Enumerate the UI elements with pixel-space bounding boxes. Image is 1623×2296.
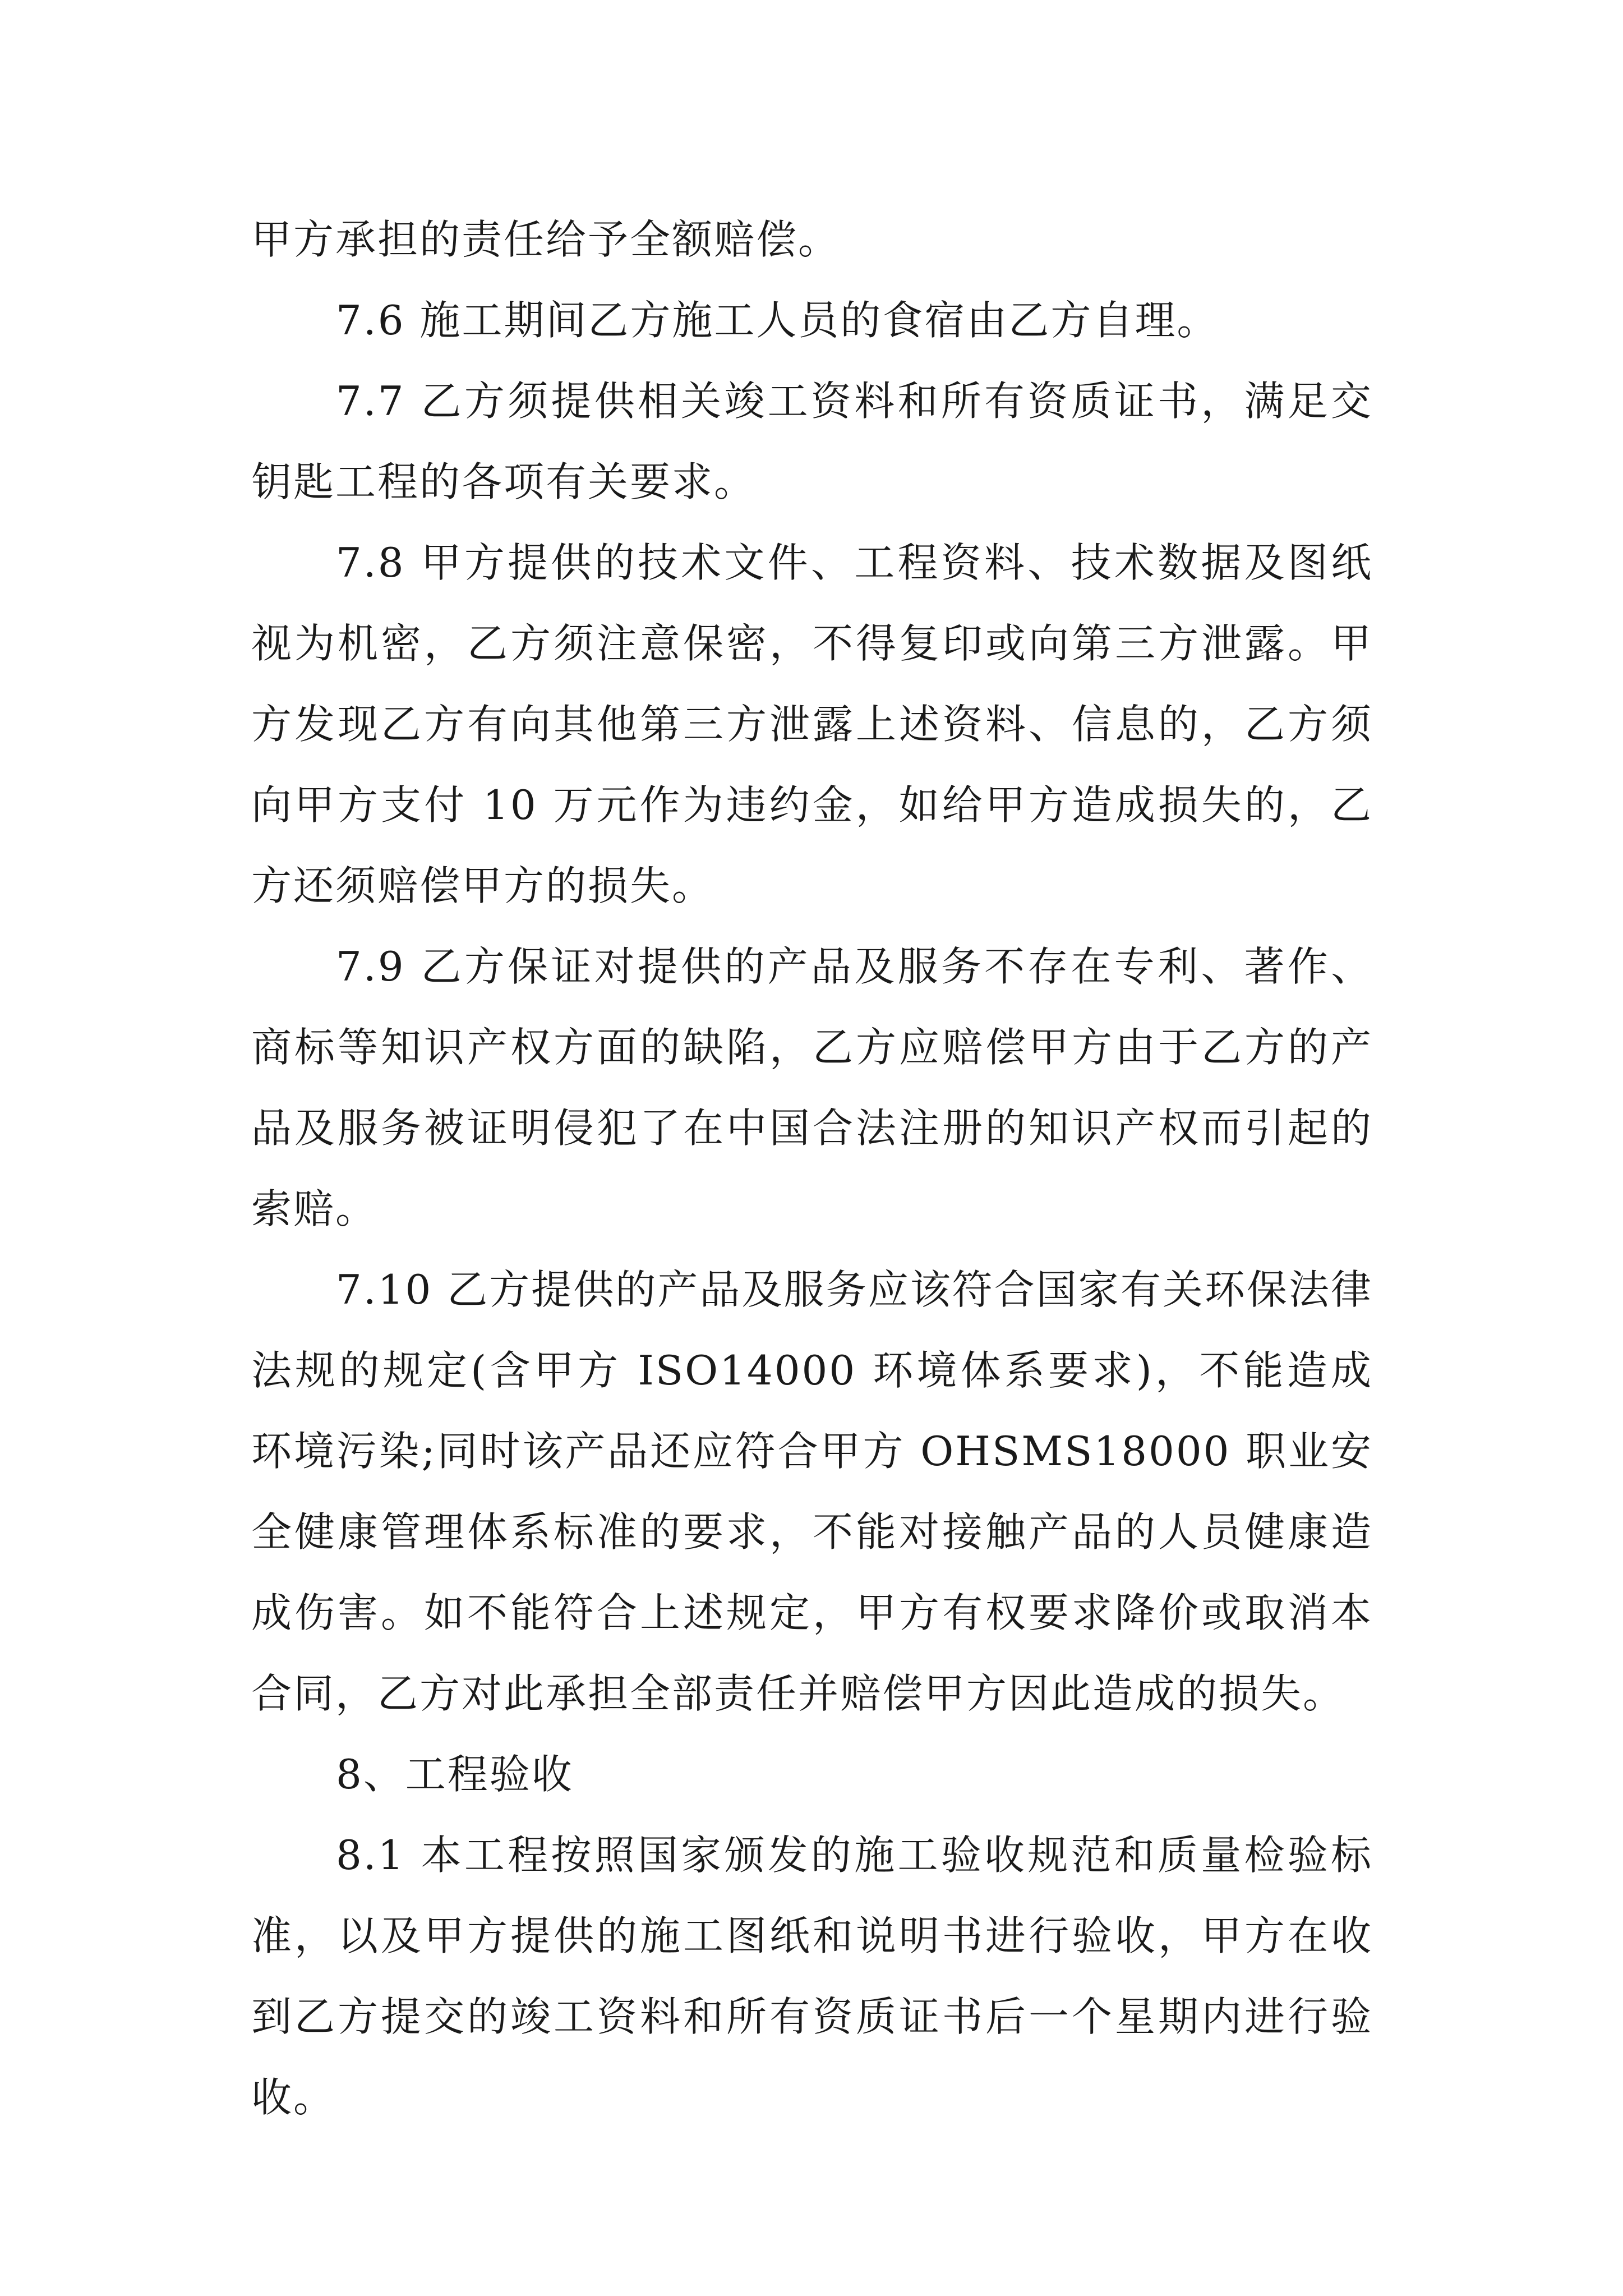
paragraph-continuation: 甲方承担的责任给予全额赔偿。 [251, 216, 841, 263]
paragraph-7-9: 7.9 乙方保证对提供的产品及服务不存在专利、著作、商标等知识产权方面的缺陷，乙方应赔偿甲方由于乙方的产品及服务被证明侵犯了在中国合法注册的知识产权而引起的索赔。 [251, 943, 1373, 1232]
paragraph-7-6: 7.6 施工期间乙方施工人员的食宿由乙方自理。 [336, 297, 1219, 344]
section-heading-8: 8、工程验收 [336, 1751, 574, 1798]
paragraph-7-7: 7.7 乙方须提供相关竣工资料和所有资质证书，满足交钥匙工程的各项有关要求。 [251, 378, 1373, 505]
document-body [251, 199, 1373, 2138]
paragraph-8-1: 8.1 本工程按照国家颁发的施工验收规范和质量检验标准，以及甲方提供的施工图纸和说明书进行验收，甲方在收到乙方提交的竣工资料和所有资质证书后一个星期内进行验收。 [251, 1832, 1373, 2121]
paragraph-7-8: 7.8 甲方提供的技术文件、工程资料、技术数据及图纸视为机密，乙方须注意保密，不得复印或向第三方泄露。甲方发现乙方有向其他第三方泄露上述资料、信息的，乙方须向甲方支付 10 万元作为违约金，如给甲方造成损失的，乙方还须赔偿甲方的损失。 [251, 539, 1373, 909]
paragraph-7-10: 7.10 乙方提供的产品及服务应该符合国家有关环保法律法规的规定(含甲方 ISO14000 环境体系要求)，不能造成环境污染;同时该产品还应符合甲方 OHSMS18000 职业安全健康管理体系标准的要求，不能对接触产品的人员健康造成伤害。如不能符合上述规定，甲方有权要求降价或取消本合同，乙方对此承担全部责任并赔偿甲方因此造成的损失。 [251, 1266, 1373, 1717]
